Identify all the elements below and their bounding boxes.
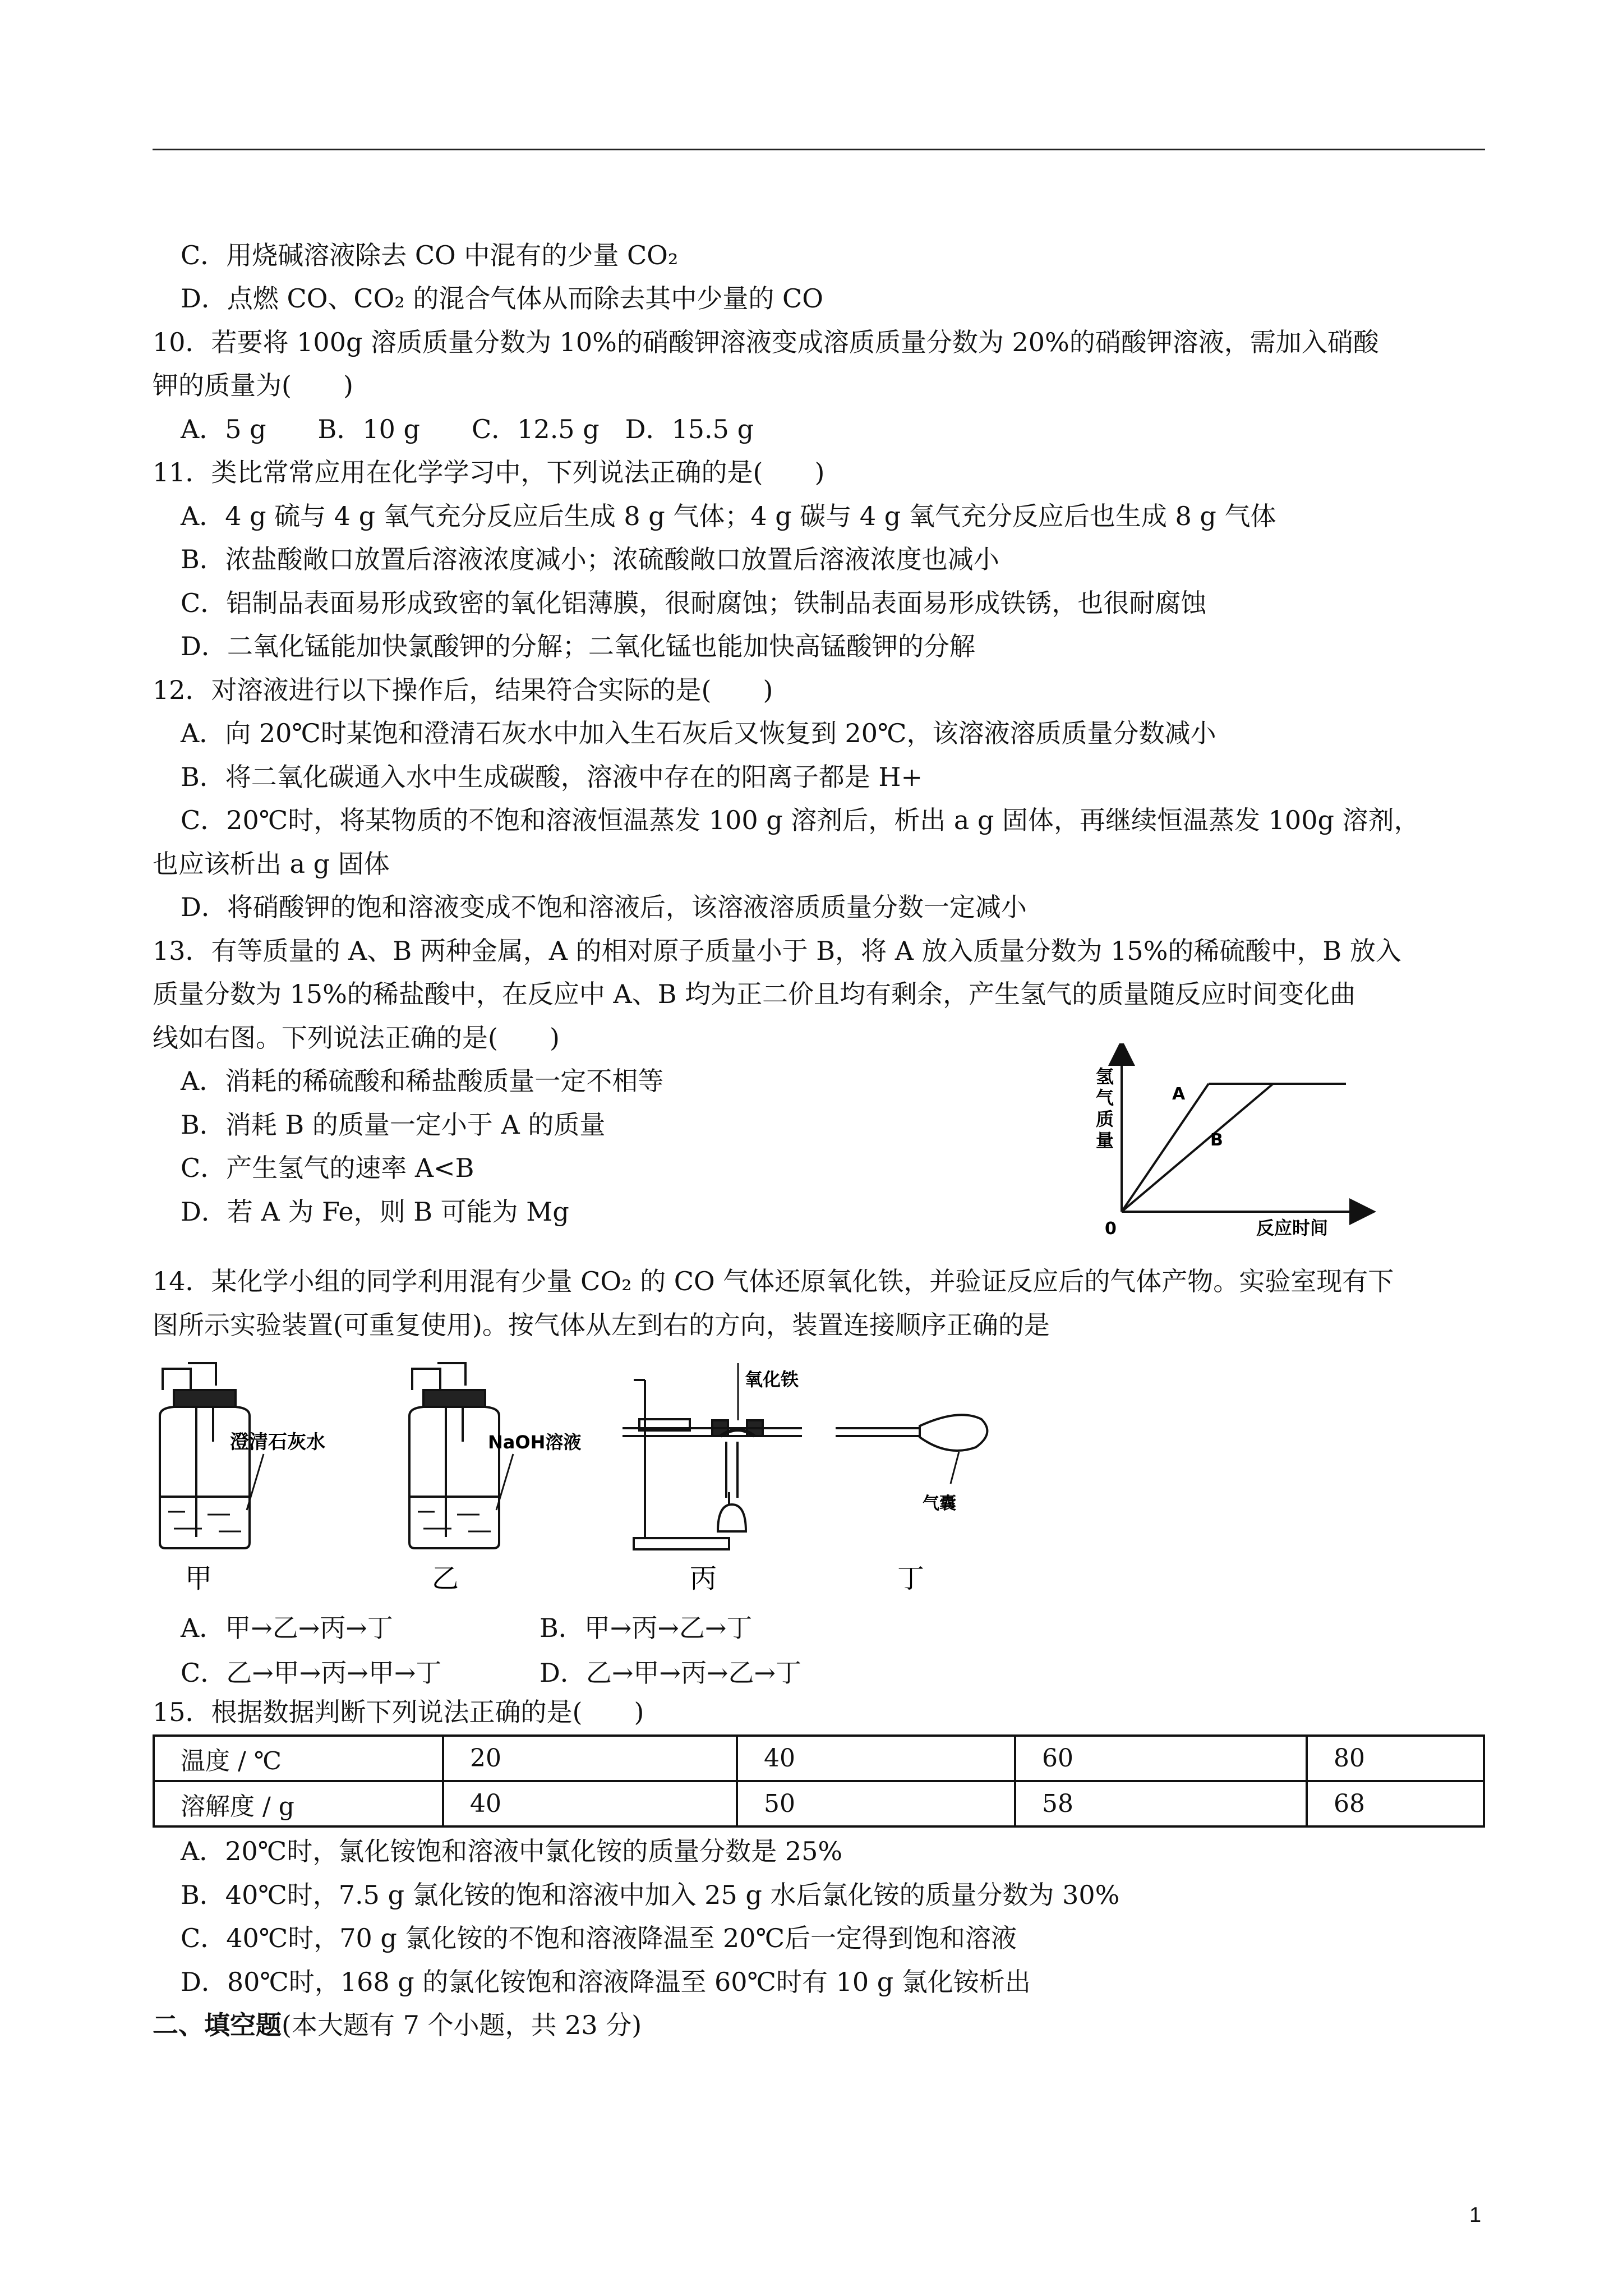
table-cell: 58	[1015, 1781, 1307, 1826]
q9-option-c: C．用烧碱溶液除去 CO 中混有的少量 CO₂	[181, 240, 679, 270]
stand-bing	[623, 1363, 802, 1549]
q12-stem: 12．对溶液进行以下操作后，结果符合实际的是( )	[153, 675, 773, 705]
q11-option-b: B．浓盐酸敞口放置后溶液浓度减小；浓硫酸敞口放置后溶液浓度也减小	[181, 544, 999, 574]
table-cell: 68	[1307, 1781, 1484, 1826]
q15-stem: 15．根据数据判断下列说法正确的是( )	[153, 1697, 644, 1727]
q14-option-c: C．乙→甲→丙→甲→丁	[181, 1658, 442, 1688]
q12-option-c-cont: 也应该析出 a g 固体	[153, 849, 390, 879]
table-cell: 60	[1015, 1736, 1307, 1781]
hydrogen-mass-graph	[1082, 1043, 1396, 1245]
table-cell: 温度 / ℃	[154, 1736, 443, 1781]
curve-a-label: A	[1172, 1084, 1186, 1104]
ding-label: 丁	[897, 1563, 925, 1594]
q12-option-c: C．20℃时，将某物质的不饱和溶液恒温蒸发 100 g 溶剂后，析出 a g 固体，再继续恒温蒸发 100g 溶剂，	[181, 805, 1420, 835]
bottle-yi	[409, 1363, 513, 1548]
q11-option-c: C．铝制品表面易形成致密的氧化铝薄膜，很耐腐蚀；铁制品表面易形成铁锈，也很耐腐蚀	[181, 588, 1207, 618]
q15-option-d: D．80℃时，168 g 的氯化铵饱和溶液降温至 60℃时有 10 g 氯化铵析出	[181, 1967, 1031, 1997]
q14-option-b: B．甲→丙→乙→丁	[540, 1613, 753, 1643]
q13-stem: 13．有等质量的 A、B 两种金属，A 的相对原子质量小于 B，将 A 放入质量分数为 15%的稀硫酸中，B 放入	[153, 936, 1401, 966]
jia-label: 甲	[185, 1563, 213, 1594]
q11-option-d: D．二氧化锰能加快氯酸钾的分解；二氧化锰也能加快高锰酸钾的分解	[181, 631, 975, 661]
table-row	[154, 1736, 1484, 1781]
q10-stem: 10．若要将 100g 溶质质量分数为 10%的硝酸钾溶液变成溶质质量分数为 20%的硝酸钾溶液，需加入硝酸	[153, 327, 1379, 357]
table-row	[154, 1781, 1484, 1826]
table-cell: 溶解度 / g	[154, 1781, 443, 1826]
page-number: 1	[1469, 2203, 1482, 2227]
q15-option-c: C．40℃时，70 g 氯化铵的不饱和溶液降温至 20℃后一定得到饱和溶液	[181, 1923, 1017, 1953]
section-subtitle: (本大题有 7 个小题，共 23 分)	[282, 2010, 642, 2040]
gasbag-ding	[836, 1415, 987, 1484]
origin-label: 0	[1105, 1219, 1117, 1239]
q13-option-b: B．消耗 B 的质量一定小于 A 的质量	[181, 1110, 606, 1140]
q14-option-d: D．乙→甲→丙→乙→丁	[540, 1658, 802, 1688]
curve-b-label: B	[1210, 1130, 1223, 1150]
q12-option-a: A．向 20℃时某饱和澄清石灰水中加入生石灰后又恢复到 20℃，该溶液溶质质量分数减小	[181, 718, 1216, 748]
section-2-heading	[153, 2008, 642, 2042]
q15-option-a: A．20℃时，氯化铵饱和溶液中氯化铵的质量分数是 25%	[181, 1836, 843, 1866]
header-rule	[153, 149, 1485, 150]
q15-option-b: B．40℃时，7.5 g 氯化铵的饱和溶液中加入 25 g 水后氯化铵的质量分数为 30%	[181, 1880, 1120, 1910]
bing-reagent-label: 氧化铁	[745, 1369, 799, 1390]
q10-options: A．5 g B．10 g C．12.5 g D．15.5 g	[181, 414, 754, 444]
q12-option-d: D．将硝酸钾的饱和溶液变成不饱和溶液后，该溶液溶质质量分数一定减小	[181, 892, 1027, 922]
q13-option-a: A．消耗的稀硫酸和稀盐酸质量一定不相等	[181, 1066, 664, 1096]
q13-stem-cont2: 线如右图。下列说法正确的是( )	[153, 1023, 560, 1053]
yi-label: 乙	[432, 1563, 459, 1594]
y-axis-label: 氢 气 质 量	[1096, 1066, 1114, 1151]
curve-b	[1122, 1084, 1273, 1212]
q11-stem: 11．类比常常应用在化学学习中，下列说法正确的是( )	[153, 457, 825, 487]
curve-a	[1122, 1084, 1209, 1212]
jia-reagent-label: 澄清石灰水	[230, 1431, 325, 1453]
q11-option-a: A．4 g 硫与 4 g 氧气充分反应后生成 8 g 气体；4 g 碳与 4 g 氧气充分反应后也生成 8 g 气体	[181, 501, 1276, 531]
q14-option-a: A．甲→乙→丙→丁	[181, 1613, 393, 1643]
bing-label: 丙	[690, 1563, 717, 1594]
ding-reagent-label: 气囊	[923, 1494, 956, 1513]
q14-stem-cont: 图所示实验装置(可重复使用)。按气体从左到右的方向，装置连接顺序正确的是	[153, 1310, 1050, 1340]
bottle-jia	[160, 1363, 264, 1548]
solubility-table	[153, 1734, 1485, 1828]
table-cell: 40	[737, 1736, 1015, 1781]
table-cell: 80	[1307, 1736, 1484, 1781]
q13-option-d: D．若 A 为 Fe，则 B 可能为 Mg	[181, 1197, 569, 1227]
table-cell: 20	[443, 1736, 737, 1781]
section-title: 二、填空题	[153, 2010, 282, 2040]
yi-reagent-label: NaOH溶液	[488, 1432, 582, 1453]
q14-stem: 14．某化学小组的同学利用混有少量 CO₂ 的 CO 气体还原氧化铁，并验证反应后的气体产物。实验室现有下	[153, 1266, 1394, 1296]
q9-option-d: D．点燃 CO、CO₂ 的混合气体从而除去其中少量的 CO	[181, 283, 823, 314]
x-axis-label: 反应时间	[1256, 1217, 1329, 1239]
table-cell: 50	[737, 1781, 1015, 1826]
apparatus-figure	[151, 1358, 1015, 1604]
q13-stem-cont: 质量分数为 15%的稀盐酸中，在反应中 A、B 均为正二价且均有剩余，产生氢气的质量随反应时间变化曲	[153, 979, 1356, 1009]
q12-option-b: B．将二氧化碳通入水中生成碳酸，溶液中存在的阳离子都是 H+	[181, 762, 923, 792]
q10-stem-cont: 钾的质量为( )	[153, 370, 353, 401]
q13-option-c: C．产生氢气的速率 A<B	[181, 1153, 474, 1183]
table-cell: 40	[443, 1781, 737, 1826]
